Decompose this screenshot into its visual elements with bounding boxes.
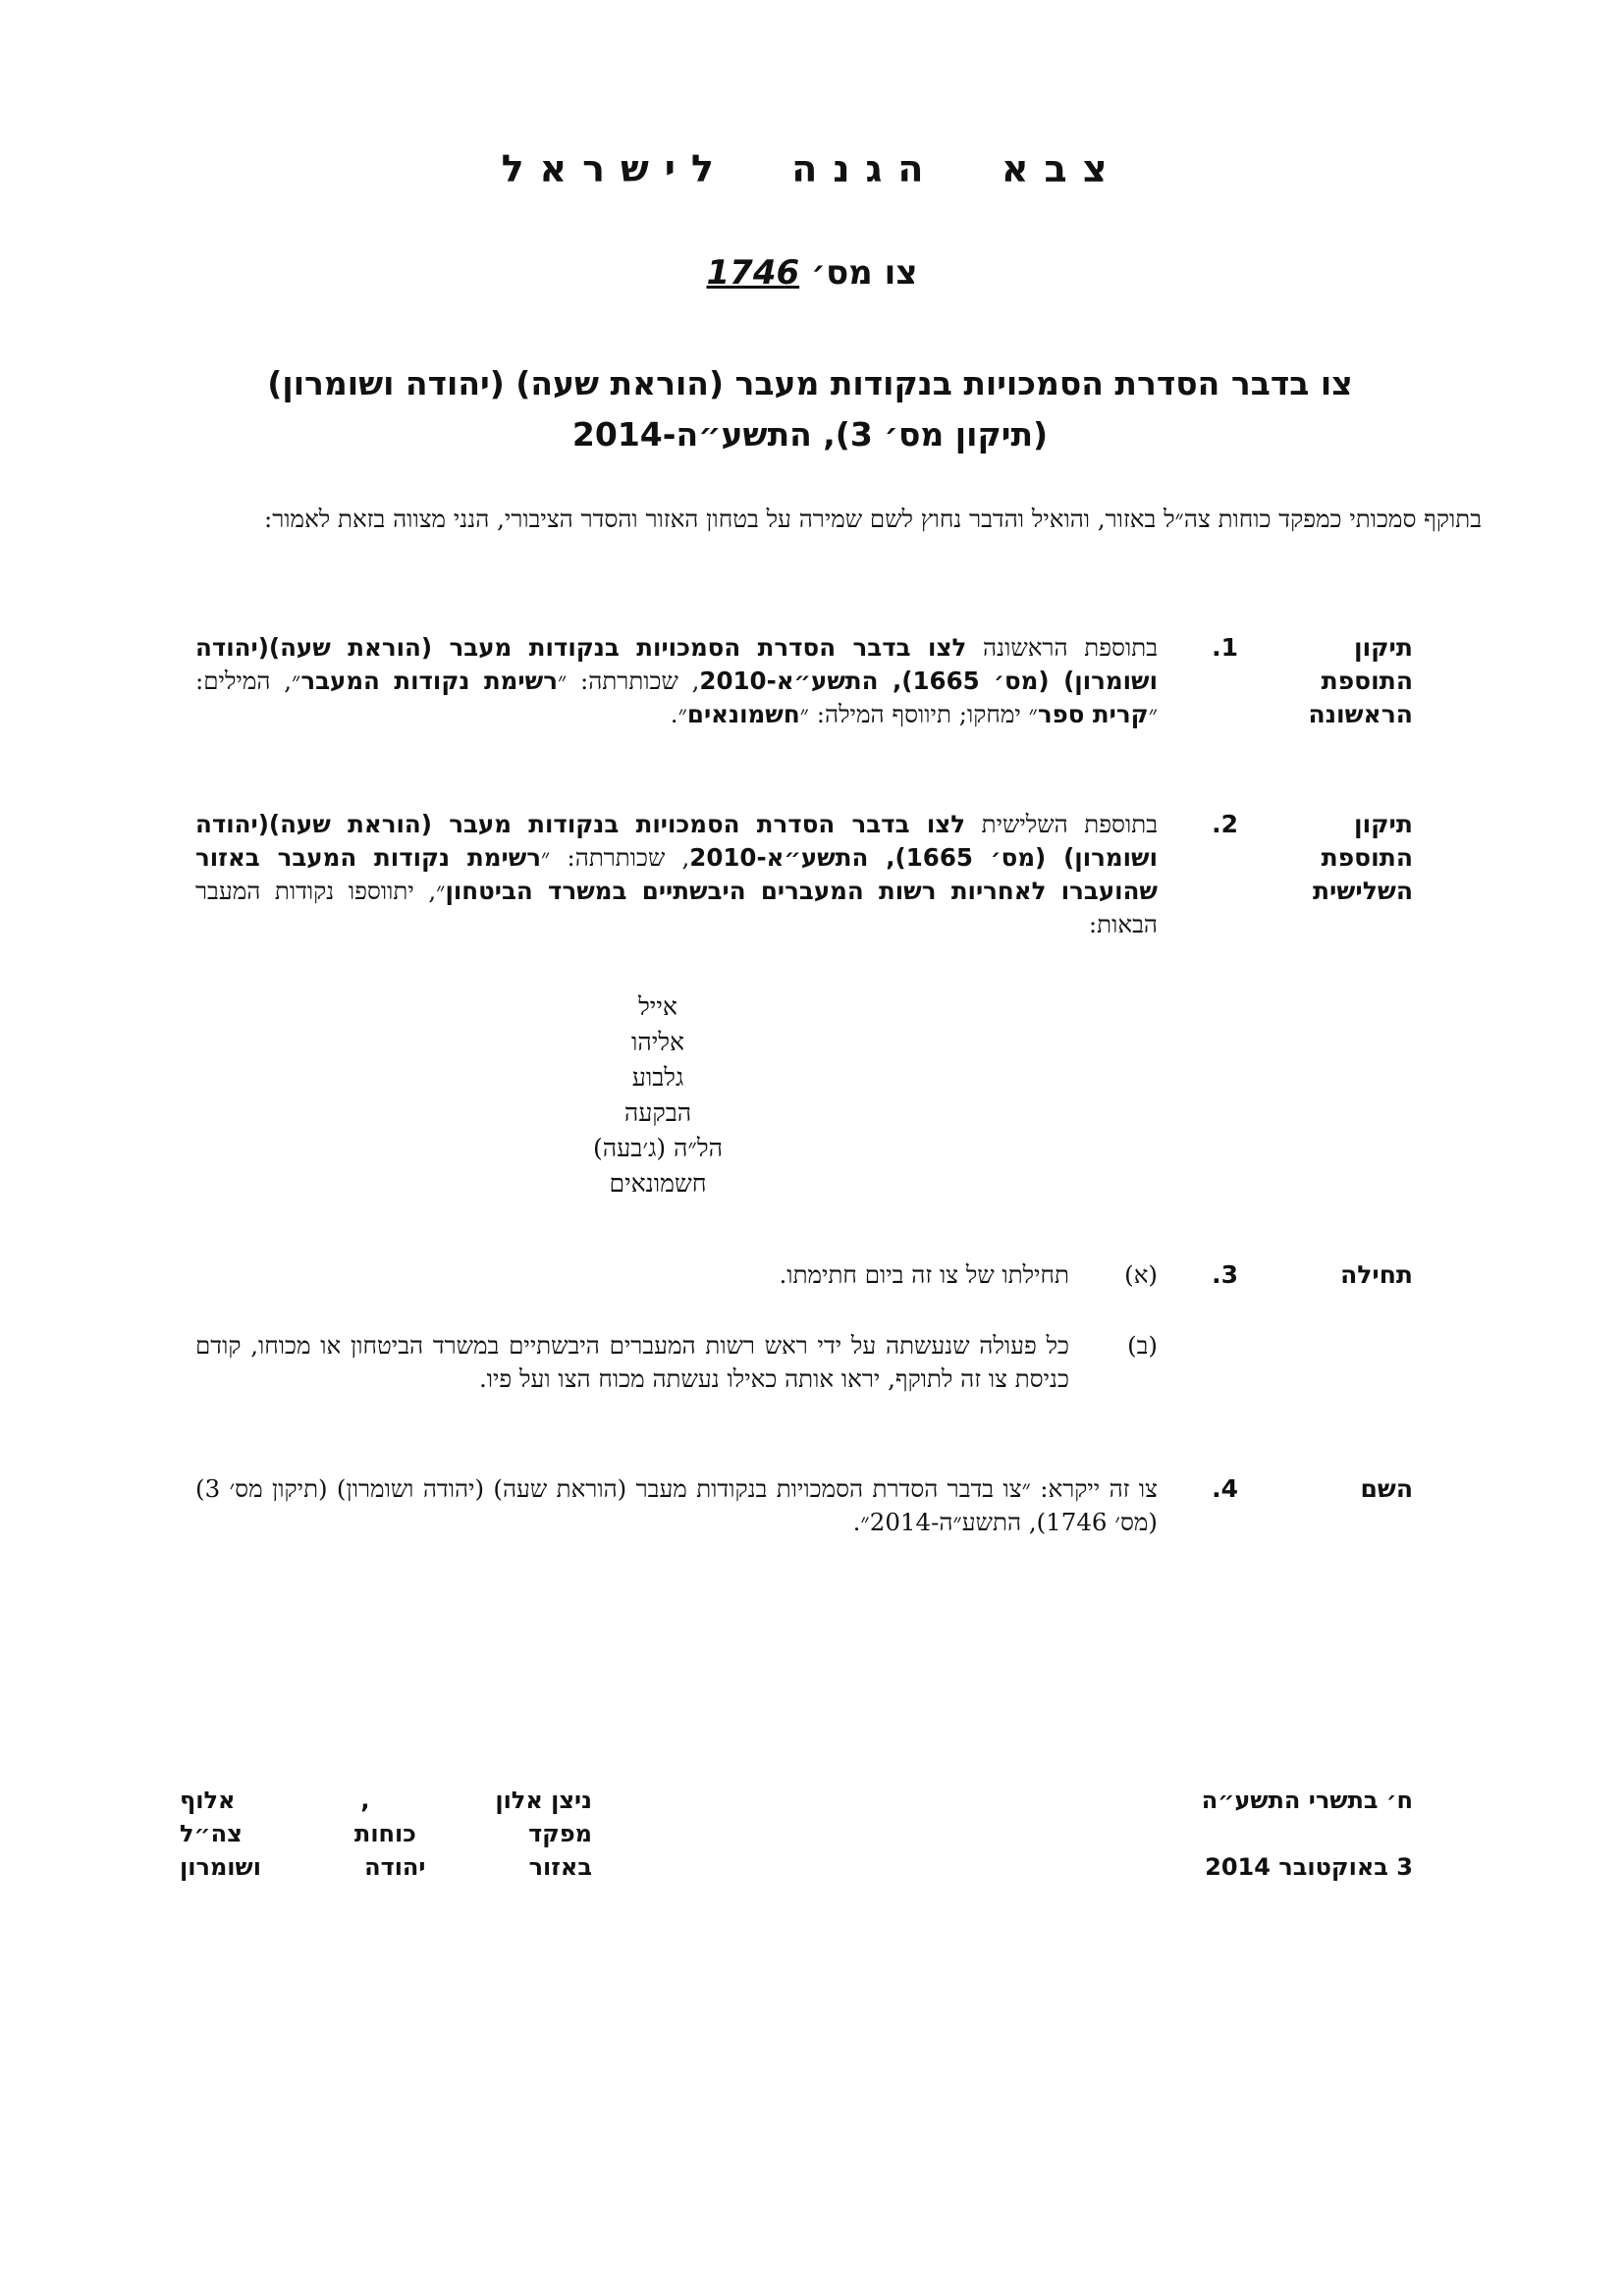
section-1-body: בתוספת הראשונה לצו בדבר הסדרת הסמכויות בנקודות מעבר (הוראת שעה)(יהודה ושומרון) (מס׳ 1665), התשע״א-2010, שכותרתה: ״רשימת נקודות המעבר״, המילים: ״קרית ספר״ ימחקו; תיווסף המילה: ״חשמונאים״. [195, 633, 1159, 728]
signature-row-3: באזור יהודה ושומרון [180, 1853, 592, 1881]
list-item: הבקעה [623, 1098, 692, 1127]
signer-rank: אלוף [180, 1787, 236, 1814]
hebrew-date: ח׳ בתשרי התשע״ה [1201, 1787, 1413, 1814]
signer-name: ניצן אלון [495, 1787, 592, 1814]
organization-header: צבא הגנה לישראל [501, 147, 1123, 190]
order-title-line1: צו בדבר הסדרת הסמכויות בנקודות מעבר (הוראת שעה) (יהודה ושומרון) [267, 364, 1353, 402]
order-number-prefix: צו מס׳ [810, 253, 918, 293]
list-item: גלבוע [631, 1063, 684, 1092]
section-4-body: צו זה ייקרא: ״צו בדבר הסדרת הסמכויות בנקודות מעבר (הוראת שעה) (יהודה ושומרון) (תיקון מס׳ 3) (מס׳ 1746), התשע״ה-2014״. [195, 1474, 1158, 1536]
signature-block [180, 1784, 592, 1884]
list-item: אליהו [630, 1028, 685, 1056]
section-3-sub-b-label: (ב) [1127, 1331, 1158, 1360]
section-4-title: השם [1360, 1474, 1413, 1503]
signature-row-2: מפקד כוחות צה״ל [180, 1820, 592, 1847]
order-title-line2: (תיקון מס׳ 3), התשע״ה-2014 [571, 415, 1049, 454]
section-3-sub-b-text: כל פעולה שנעשתה על ידי ראש רשות המעברים היבשתיים במשרד הביטחון או מכוחו, קודם כניסת צו זה לתוקף, יראו אותה כאילו נעשתה מכוח הצו ועל פיו. [195, 1331, 1069, 1393]
signer-separator: , [360, 1787, 370, 1814]
section-2-number: 2. [1212, 810, 1238, 838]
list-item: הל״ה (ג׳בעה) [592, 1134, 723, 1162]
crossing-points-list [550, 989, 766, 1201]
section-2-body: בתוספת השלישית לצו בדבר הסדרת הסמכויות בנקודות מעבר (הוראת שעה)(יהודה ושומרון) (מס׳ 1665), התשע״א-2010, שכותרתה: ״רשימת נקודות המעבר באזור שהועברו לאחריות רשות המעברים היבשתיים במשרד הביטחון״, יתווספו נקודות המעבר הבאות: [195, 810, 1159, 938]
order-number [0, 253, 1624, 293]
signature-row-1 [180, 1784, 592, 1817]
list-item: אייל [638, 992, 677, 1021]
section-3-number: 3. [1212, 1260, 1238, 1289]
order-title [216, 358, 1404, 460]
section-3-sub-a-text: תחילתו של צו זה ביום חתימתו. [779, 1260, 1069, 1289]
section-3-sub-a-label: (א) [1124, 1260, 1158, 1289]
section-2-title: תיקון התוספת השלישית [1312, 810, 1413, 905]
order-number-value: 1746 [706, 253, 800, 293]
date-block [1118, 1784, 1413, 1884]
gregorian-date: 3 באוקטובר 2014 [1205, 1853, 1413, 1881]
preamble: בתוקף סמכותי כמפקד כוחות צה״ל באזור, והואיל והדבר נחוץ לשם שמירה על בטחון האזור והסדר הציבורי, הנני מצווה בזאת לאמור: [263, 505, 1482, 533]
section-1-number: 1. [1212, 633, 1238, 662]
section-4-number: 4. [1212, 1474, 1238, 1503]
section-1-title: תיקון התוספת הראשונה [1308, 633, 1413, 728]
section-3-title: תחילה [1340, 1260, 1413, 1289]
list-item: חשמונאים [609, 1169, 707, 1198]
